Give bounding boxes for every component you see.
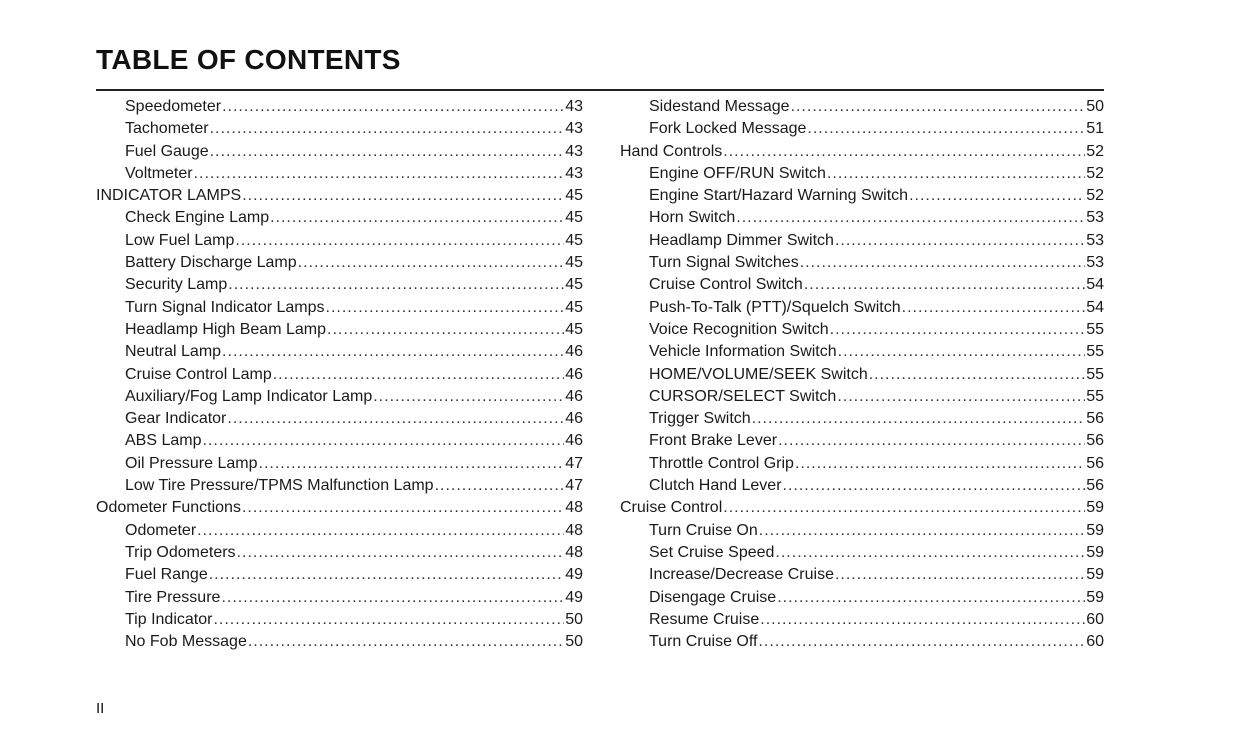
toc-entry-page: 53 bbox=[1086, 254, 1104, 272]
toc-entry-page: 46 bbox=[565, 410, 583, 428]
dot-leader bbox=[435, 475, 565, 497]
toc-entry[interactable] bbox=[620, 386, 1104, 408]
toc-entry-page: 50 bbox=[565, 610, 583, 628]
title-divider bbox=[96, 89, 1104, 91]
toc-entry-label: Voice Recognition Switch bbox=[649, 320, 829, 338]
toc-entry-page: 56 bbox=[1086, 410, 1104, 428]
toc-entry[interactable] bbox=[96, 163, 583, 185]
toc-entry-label: Throttle Control Grip bbox=[649, 454, 794, 472]
toc-entry[interactable] bbox=[96, 430, 583, 452]
dot-leader bbox=[800, 252, 1086, 274]
toc-entry-label: CURSOR/SELECT Switch bbox=[649, 387, 837, 405]
dot-leader bbox=[197, 520, 564, 542]
toc-entry-label: Vehicle Information Switch bbox=[649, 343, 837, 361]
toc-entry[interactable] bbox=[620, 408, 1104, 430]
dot-leader bbox=[827, 163, 1085, 185]
toc-entry-page: 43 bbox=[565, 98, 583, 115]
dot-leader bbox=[221, 587, 564, 609]
toc-entry-label: Set Cruise Speed bbox=[649, 543, 775, 561]
dot-leader bbox=[835, 230, 1085, 252]
dot-leader bbox=[210, 141, 565, 163]
toc-entry-page: 46 bbox=[565, 432, 583, 450]
toc-entry-label: Low Fuel Lamp bbox=[125, 231, 235, 249]
toc-entry-page: 43 bbox=[565, 120, 583, 138]
toc-entry-page: 46 bbox=[565, 387, 583, 405]
toc-entry[interactable] bbox=[620, 252, 1104, 274]
toc-entry[interactable] bbox=[620, 497, 1104, 519]
toc-entry-label: Neutral Lamp bbox=[125, 343, 222, 361]
toc-entry[interactable] bbox=[96, 631, 583, 653]
toc-entry-label: Fuel Gauge bbox=[125, 142, 209, 160]
toc-entry-label: Tip Indicator bbox=[125, 610, 213, 628]
toc-entry-label: Turn Cruise On bbox=[649, 521, 758, 539]
dot-leader bbox=[869, 364, 1085, 386]
toc-entry-page: 45 bbox=[565, 231, 583, 249]
toc-entry-page: 45 bbox=[565, 209, 583, 227]
dot-leader bbox=[909, 185, 1085, 207]
toc-entry-label: INDICATOR LAMPS bbox=[96, 187, 242, 205]
toc-entry-page: 50 bbox=[565, 633, 583, 651]
dot-leader bbox=[298, 252, 565, 274]
toc-entry[interactable] bbox=[96, 252, 583, 274]
toc-entry-label: Engine OFF/RUN Switch bbox=[649, 164, 826, 182]
toc-entry[interactable] bbox=[96, 386, 583, 408]
toc-entry[interactable] bbox=[96, 542, 583, 564]
toc-entry[interactable] bbox=[620, 475, 1104, 497]
toc-entry-label: Security Lamp bbox=[125, 276, 228, 294]
toc-entry[interactable] bbox=[620, 430, 1104, 452]
page-number: II bbox=[96, 700, 105, 717]
toc-entry[interactable] bbox=[620, 542, 1104, 564]
toc-entry[interactable] bbox=[96, 96, 583, 118]
dot-leader bbox=[213, 609, 564, 631]
dot-leader bbox=[777, 587, 1085, 609]
toc-entry-label: Fork Locked Message bbox=[649, 120, 807, 138]
toc-entry-page: 47 bbox=[565, 477, 583, 495]
toc-entry-page: 59 bbox=[1086, 566, 1104, 584]
toc-entry-page: 60 bbox=[1086, 633, 1104, 651]
toc-entry-page: 55 bbox=[1086, 320, 1104, 338]
toc-entry-label: No Fob Message bbox=[125, 633, 247, 651]
toc-entry-page: 59 bbox=[1086, 543, 1104, 561]
dot-leader bbox=[723, 497, 1085, 519]
toc-entry-page: 52 bbox=[1086, 142, 1104, 160]
toc-entry-label: Horn Switch bbox=[649, 209, 736, 227]
toc-entry-page: 43 bbox=[565, 142, 583, 160]
dot-leader bbox=[791, 96, 1086, 118]
toc-entry-page: 53 bbox=[1086, 231, 1104, 249]
dot-leader bbox=[783, 475, 1086, 497]
toc-entry-page: 45 bbox=[565, 276, 583, 294]
dot-leader bbox=[222, 341, 564, 363]
toc-entry-label: Turn Cruise Off bbox=[649, 633, 758, 651]
page-title: TABLE OF CONTENTS bbox=[96, 44, 401, 75]
dot-leader bbox=[235, 230, 564, 252]
toc-entry-page: 54 bbox=[1086, 298, 1104, 316]
dot-leader bbox=[736, 207, 1085, 229]
toc-entry-label: Clutch Hand Lever bbox=[649, 477, 782, 495]
toc-entry-label: Trip Odometers bbox=[125, 543, 236, 561]
toc-entry[interactable] bbox=[620, 587, 1104, 609]
toc-entry-page: 59 bbox=[1086, 521, 1104, 539]
dot-leader bbox=[835, 564, 1085, 586]
toc-entry[interactable] bbox=[96, 274, 583, 296]
toc-entry-label: Turn Signal Indicator Lamps bbox=[125, 298, 325, 316]
dot-leader bbox=[902, 297, 1086, 319]
dot-leader bbox=[210, 118, 565, 140]
dot-leader bbox=[778, 430, 1085, 452]
toc-entry-label: Voltmeter bbox=[125, 164, 193, 182]
toc-entry-label: Sidestand Message bbox=[649, 98, 790, 115]
toc-entry-label: HOME/VOLUME/SEEK Switch bbox=[649, 365, 868, 383]
dot-leader bbox=[228, 274, 564, 296]
toc-entry-label: Battery Discharge Lamp bbox=[125, 254, 297, 272]
toc-entry-label: Low Tire Pressure/TPMS Malfunction Lamp bbox=[125, 477, 434, 495]
toc-entry[interactable] bbox=[96, 453, 583, 475]
toc-entry[interactable] bbox=[96, 609, 583, 631]
dot-leader bbox=[837, 386, 1085, 408]
dot-leader bbox=[723, 141, 1085, 163]
toc-entry[interactable] bbox=[96, 185, 583, 207]
toc-entry-label: Hand Controls bbox=[620, 142, 723, 160]
dot-leader bbox=[202, 430, 564, 452]
toc-entry[interactable] bbox=[96, 341, 583, 363]
dot-leader bbox=[804, 274, 1085, 296]
toc-entry[interactable] bbox=[96, 475, 583, 497]
toc-entry[interactable] bbox=[620, 453, 1104, 475]
dot-leader bbox=[326, 297, 565, 319]
dot-leader bbox=[209, 564, 564, 586]
dot-leader bbox=[222, 96, 564, 118]
toc-entry-label: Speedometer bbox=[125, 98, 222, 115]
toc-entry-page: 52 bbox=[1086, 187, 1104, 205]
toc-entry-page: 45 bbox=[565, 187, 583, 205]
toc-entry[interactable] bbox=[620, 564, 1104, 586]
toc-entry[interactable] bbox=[96, 141, 583, 163]
toc-entry-page: 49 bbox=[565, 566, 583, 584]
toc-entry[interactable] bbox=[96, 587, 583, 609]
toc-entry-page: 56 bbox=[1086, 477, 1104, 495]
toc-entry-page: 48 bbox=[565, 521, 583, 539]
dot-leader bbox=[760, 609, 1085, 631]
toc-entry-label: Push-To-Talk (PTT)/Squelch Switch bbox=[649, 298, 901, 316]
toc-entry[interactable] bbox=[96, 408, 583, 430]
toc-entry-label: Disengage Cruise bbox=[649, 588, 777, 606]
toc-entry-page: 45 bbox=[565, 320, 583, 338]
toc-entry-page: 56 bbox=[1086, 432, 1104, 450]
dot-leader bbox=[759, 520, 1085, 542]
toc-entry-label: Cruise Control Switch bbox=[649, 276, 803, 294]
toc-entry-label: Cruise Control Lamp bbox=[125, 365, 272, 383]
toc-entry-label: Engine Start/Hazard Warning Switch bbox=[649, 187, 909, 205]
toc-entry-page: 43 bbox=[565, 164, 583, 182]
toc-entry-page: 46 bbox=[565, 365, 583, 383]
toc-entry-page: 55 bbox=[1086, 343, 1104, 361]
dot-leader bbox=[758, 631, 1085, 653]
dot-leader bbox=[227, 408, 564, 430]
toc-entry[interactable] bbox=[620, 274, 1104, 296]
toc-entry[interactable] bbox=[620, 631, 1104, 653]
dot-leader bbox=[248, 631, 564, 653]
toc-entry-page: 45 bbox=[565, 298, 583, 316]
toc-entry-page: 48 bbox=[565, 543, 583, 561]
dot-leader bbox=[830, 319, 1086, 341]
toc-entry-page: 60 bbox=[1086, 610, 1104, 628]
dot-leader bbox=[242, 185, 564, 207]
toc-entry-page: 55 bbox=[1086, 365, 1104, 383]
toc-entry-page: 46 bbox=[565, 343, 583, 361]
toc-entry[interactable] bbox=[620, 609, 1104, 631]
toc-entry-label: Headlamp High Beam Lamp bbox=[125, 320, 326, 338]
dot-leader bbox=[775, 542, 1085, 564]
toc-entry-label: Auxiliary/Fog Lamp Indicator Lamp bbox=[125, 387, 373, 405]
toc-entry[interactable] bbox=[620, 163, 1104, 185]
toc-entry-page: 52 bbox=[1086, 164, 1104, 182]
dot-leader bbox=[807, 118, 1085, 140]
toc-entry-page: 59 bbox=[1086, 588, 1104, 606]
toc-entry[interactable] bbox=[620, 341, 1104, 363]
toc-entry-page: 48 bbox=[565, 499, 583, 517]
toc-entry[interactable] bbox=[620, 96, 1104, 118]
toc-entry-label: Fuel Range bbox=[125, 566, 208, 584]
toc-entry[interactable] bbox=[96, 520, 583, 542]
toc-entry[interactable] bbox=[620, 364, 1104, 386]
toc-entry[interactable] bbox=[620, 319, 1104, 341]
dot-leader bbox=[838, 341, 1086, 363]
toc-entry[interactable] bbox=[96, 118, 583, 140]
dot-leader bbox=[259, 453, 565, 475]
toc-entry[interactable] bbox=[96, 319, 583, 341]
toc-entry-label: Front Brake Lever bbox=[649, 432, 778, 450]
toc-entry[interactable] bbox=[620, 520, 1104, 542]
toc-entry[interactable] bbox=[620, 297, 1104, 319]
dot-leader bbox=[242, 497, 564, 519]
toc-entry[interactable] bbox=[620, 207, 1104, 229]
toc-entry-label: Cruise Control bbox=[620, 499, 723, 517]
toc-entry-page: 45 bbox=[565, 254, 583, 272]
toc-entry-page: 47 bbox=[565, 454, 583, 472]
toc-entry-page: 51 bbox=[1086, 120, 1104, 138]
toc-column-left bbox=[96, 96, 583, 653]
toc-entry-label: Oil Pressure Lamp bbox=[125, 454, 258, 472]
toc-entry-page: 59 bbox=[1086, 499, 1104, 517]
toc-entry-label: Turn Signal Switches bbox=[649, 254, 799, 272]
toc-entry-label: Trigger Switch bbox=[649, 410, 751, 428]
toc-entry-label: Check Engine Lamp bbox=[125, 209, 270, 227]
toc-entry[interactable] bbox=[96, 497, 583, 519]
dot-leader bbox=[752, 408, 1086, 430]
toc-entry[interactable] bbox=[96, 564, 583, 586]
toc-entry[interactable] bbox=[96, 364, 583, 386]
toc-entry-label: Headlamp Dimmer Switch bbox=[649, 231, 834, 249]
toc-entry-label: Odometer bbox=[125, 521, 197, 539]
dot-leader bbox=[327, 319, 564, 341]
dot-leader bbox=[194, 163, 565, 185]
dot-leader bbox=[237, 542, 565, 564]
dot-leader bbox=[795, 453, 1085, 475]
toc-entry-page: 53 bbox=[1086, 209, 1104, 227]
dot-leader bbox=[273, 364, 564, 386]
toc-entry-label: Increase/Decrease Cruise bbox=[649, 566, 834, 584]
toc-entry[interactable] bbox=[620, 185, 1104, 207]
toc-entry-page: 55 bbox=[1086, 387, 1104, 405]
toc-entry[interactable] bbox=[620, 230, 1104, 252]
toc-entry-label: Tire Pressure bbox=[125, 588, 221, 606]
toc-entry[interactable] bbox=[96, 230, 583, 252]
dot-leader bbox=[270, 207, 564, 229]
toc-entry-label: Gear Indicator bbox=[125, 410, 227, 428]
toc-entry[interactable] bbox=[96, 297, 583, 319]
toc-entry-label: Odometer Functions bbox=[96, 499, 241, 517]
toc-entry-page: 54 bbox=[1086, 276, 1104, 294]
toc-entry[interactable] bbox=[620, 118, 1104, 140]
toc-entry[interactable] bbox=[96, 207, 583, 229]
toc-entry-page: 50 bbox=[1086, 98, 1104, 115]
toc-entry-page: 56 bbox=[1086, 454, 1104, 472]
toc-entry-label: Tachometer bbox=[125, 120, 209, 138]
toc-entry[interactable] bbox=[620, 141, 1104, 163]
dot-leader bbox=[373, 386, 564, 408]
toc-column-right bbox=[620, 96, 1104, 653]
toc-entry-label: ABS Lamp bbox=[125, 432, 202, 450]
toc-entry-label: Resume Cruise bbox=[649, 610, 760, 628]
toc-entry-page: 49 bbox=[565, 588, 583, 606]
